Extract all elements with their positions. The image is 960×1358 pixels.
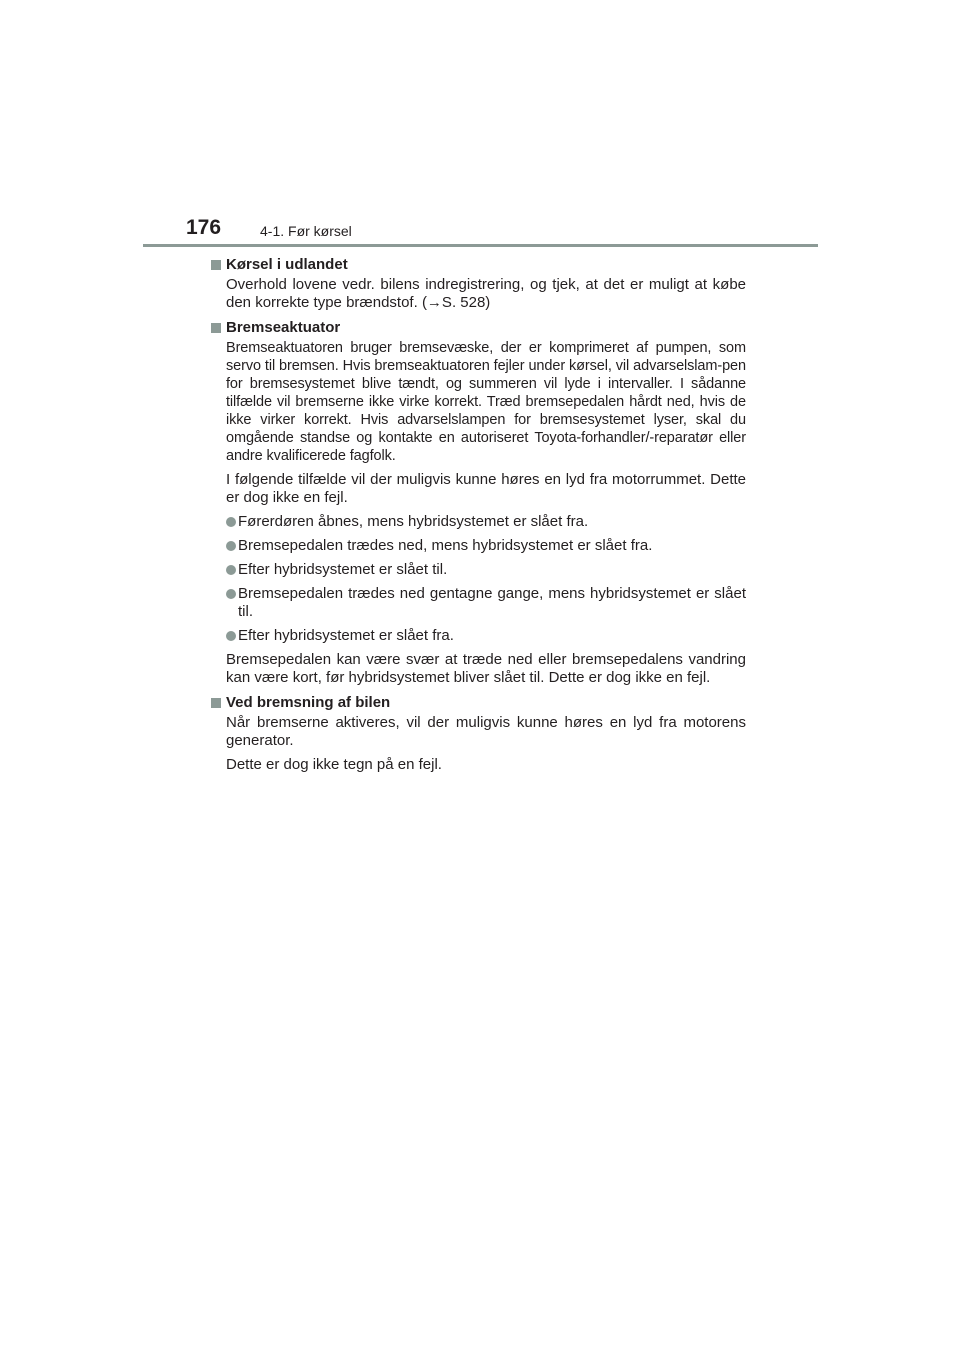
section-body: Bremseaktuatoren bruger bremsevæske, der er komprimeret af pumpen, som servo til bremsen. Hvis bremseaktuatoren fejler under kørsel, vil advarselslam-pen for bremsesystemet blive tændt, og summeren vil lyde i intervaller. I sådanne tilfælde vil bremserne ikke virke korrekt. Træd bremsepedalen hårdt ned, hvis de ikke virker korrekt. Hvis advarselslampen for bremsesystemet lyser, skal du omgående standse og kontakte en autoriseret Toyota-forhandler/-reparatør eller andre kvalificerede fagfolk. [226,340,746,464]
list-item-text: Bremsepedalen trædes ned, mens hybridsystemet er slået fra. [238,537,653,554]
list-item [226,561,746,579]
list-item [226,537,746,555]
section-braking [211,693,746,774]
section-brake-actuator [211,318,746,687]
page-number: 176 [186,216,222,239]
section-outro: Bremsepedalen kan være svær at træde ned eller bremsepedalens vandring kan være kort, før hybridsystemet bliver slået til. Dette er dog ikke en fejl. [226,651,746,686]
section-body: Overhold lovene vedr. bilens indregistrering, og tjek, at det er muligt at købe den korrekte type brændstof. (→S. 528) [226,276,746,311]
square-bullet-icon [211,323,221,333]
section-label: 4-1. Før kørsel [260,223,352,239]
list-item [226,513,746,531]
section-title: Bremseaktuator [226,319,341,336]
section-title: Kørsel i udlandet [226,256,348,273]
page-header [186,212,816,246]
section-heading [211,255,746,275]
section-body: Når bremserne aktiveres, vil der muligvis kunne høres en lyd fra motorens generator. [226,714,746,749]
list-item-text: Efter hybridsystemet er slået fra. [238,627,454,644]
page-content [211,255,746,780]
list-item [226,627,746,645]
list-item-text: Bremsepedalen trædes ned gentagne gange, mens hybridsystemet er slået til. [238,585,746,620]
round-bullet-icon [226,631,236,641]
square-bullet-icon [211,260,221,270]
header-divider [143,244,818,247]
round-bullet-icon [226,517,236,527]
section-intro: I følgende tilfælde vil der muligvis kunne høres en lyd fra motorrummet. Dette er dog ikke en fejl. [226,471,746,506]
list-item-text: Førerdøren åbnes, mens hybridsystemet er slået fra. [238,513,589,530]
round-bullet-icon [226,589,236,599]
section-driving-abroad [211,255,746,312]
section-title: Ved bremsning af bilen [226,694,391,711]
section-heading [211,693,746,713]
list-item [226,585,746,621]
list-item-text: Efter hybridsystemet er slået til. [238,561,448,578]
section-heading [211,318,746,338]
round-bullet-icon [226,565,236,575]
round-bullet-icon [226,541,236,551]
square-bullet-icon [211,698,221,708]
section-note: Dette er dog ikke tegn på en fejl. [226,756,442,773]
